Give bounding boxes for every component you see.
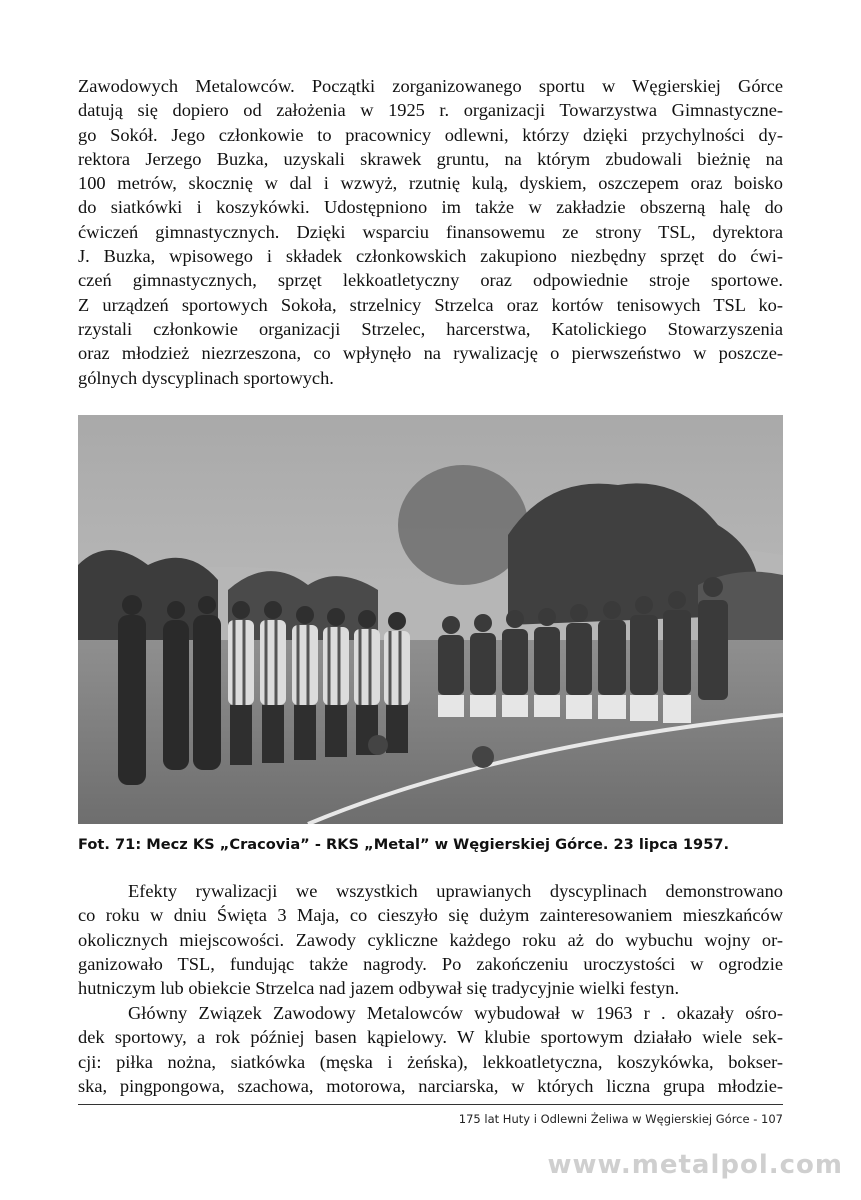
text-line: J. Buzka, wpisowego i składek członkowskich zakupiono niezbędny sprzęt do ćwi- <box>78 246 783 267</box>
text-line: rzystali członkowie organizacji Strzelec, harcerstwa, Katolickiego Stowarzyszenia <box>78 318 783 339</box>
text-line: do siatkówki i koszykówki. Udostępniono im także w zakładzie obszerną halę do <box>78 197 783 218</box>
watermark: www.metalpol.com <box>547 1150 843 1180</box>
text-line: czeń gimnastycznych, sprzęt lekkoatletyczny oraz odpowiednie stroje sportowe. <box>78 270 783 291</box>
body-paragraph-3 <box>78 1001 783 1098</box>
body-paragraph-2 <box>78 879 783 1000</box>
text-line: dek sportowy, a rok później basen kąpielowy. W klubie sportowym działało wiele sek- <box>78 1027 783 1048</box>
text-line: Efekty rywalizacji we wszystkich uprawianych dyscyplinach demonstrowano <box>128 881 783 901</box>
text-line: ska, pingpongowa, szachowa, motorowa, narciarska, w których liczna grupa młodzie- <box>78 1075 783 1096</box>
text-line: ganizowało TSL, fundując także nagrody. Po zakończeniu uroczystości w ogrodzie <box>78 953 783 974</box>
text-line: gólnych dyscyplinach sportowych. <box>78 367 334 388</box>
text-line: oraz młodzież niezrzeszona, co wpłynęło na rywalizację o pierwszeństwo w poszcze- <box>78 343 783 364</box>
photo-caption: Fot. 71: Mecz KS „Cracovia” - RKS „Metal” w Węgierskiej Górce. 23 lipca 1957. <box>78 836 730 853</box>
text-line: Z urządzeń sportowych Sokoła, strzelnicy Strzelca oraz kortów tenisowych TSL ko- <box>78 294 783 315</box>
text-line: co roku w dniu Święta 3 Maja, co cieszyło się dużym zainteresowaniem mieszkańców <box>78 905 783 926</box>
text-line: ćwiczeń gimnastycznych. Dzięki wsparciu finansowemu ze strony TSL, dyrektora <box>78 221 783 242</box>
footer-divider <box>78 1104 783 1105</box>
text-line: rektora Jerzego Buzka, uzyskali skrawek gruntu, na którym zbudowali bieżnię na <box>78 148 783 169</box>
team-photograph <box>78 415 783 824</box>
text-line: datują się dopiero od założenia w 1925 r. organizacji Towarzystwa Gimnastyczne- <box>78 100 783 121</box>
text-line: Zawodowych Metalowców. Początki zorganizowanego sportu w Węgierskiej Górce <box>78 76 783 96</box>
page-footer: 175 lat Huty i Odlewni Żeliwa w Węgierskiej Górce - 107 <box>458 1112 783 1126</box>
text-line: okolicznych miejscowości. Zawody cykliczne każdego roku aż do wybuchu wojny or- <box>78 929 783 950</box>
text-line: 100 metrów, skocznię w dal i wzwyż, rzutnię kulą, dyskiem, oszczepem oraz boisko <box>78 173 783 194</box>
text-line: Główny Związek Zawodowy Metalowców wybudował w 1963 r . okazały ośro- <box>128 1003 783 1023</box>
text-line: go Sokół. Jego członkowie to pracownicy odlewni, którzy dzięki przychylności dy- <box>78 124 783 145</box>
body-paragraph-1 <box>78 74 783 390</box>
text-line: hutniczym lub obiekcie Strzelca nad jazem odbywał się tradycyjnie wielki festyn. <box>78 978 680 999</box>
text-line: cji: piłka nożna, siatkówka (męska i żeńska), lekkoatletyczna, koszykówka, bokser- <box>78 1051 783 1072</box>
